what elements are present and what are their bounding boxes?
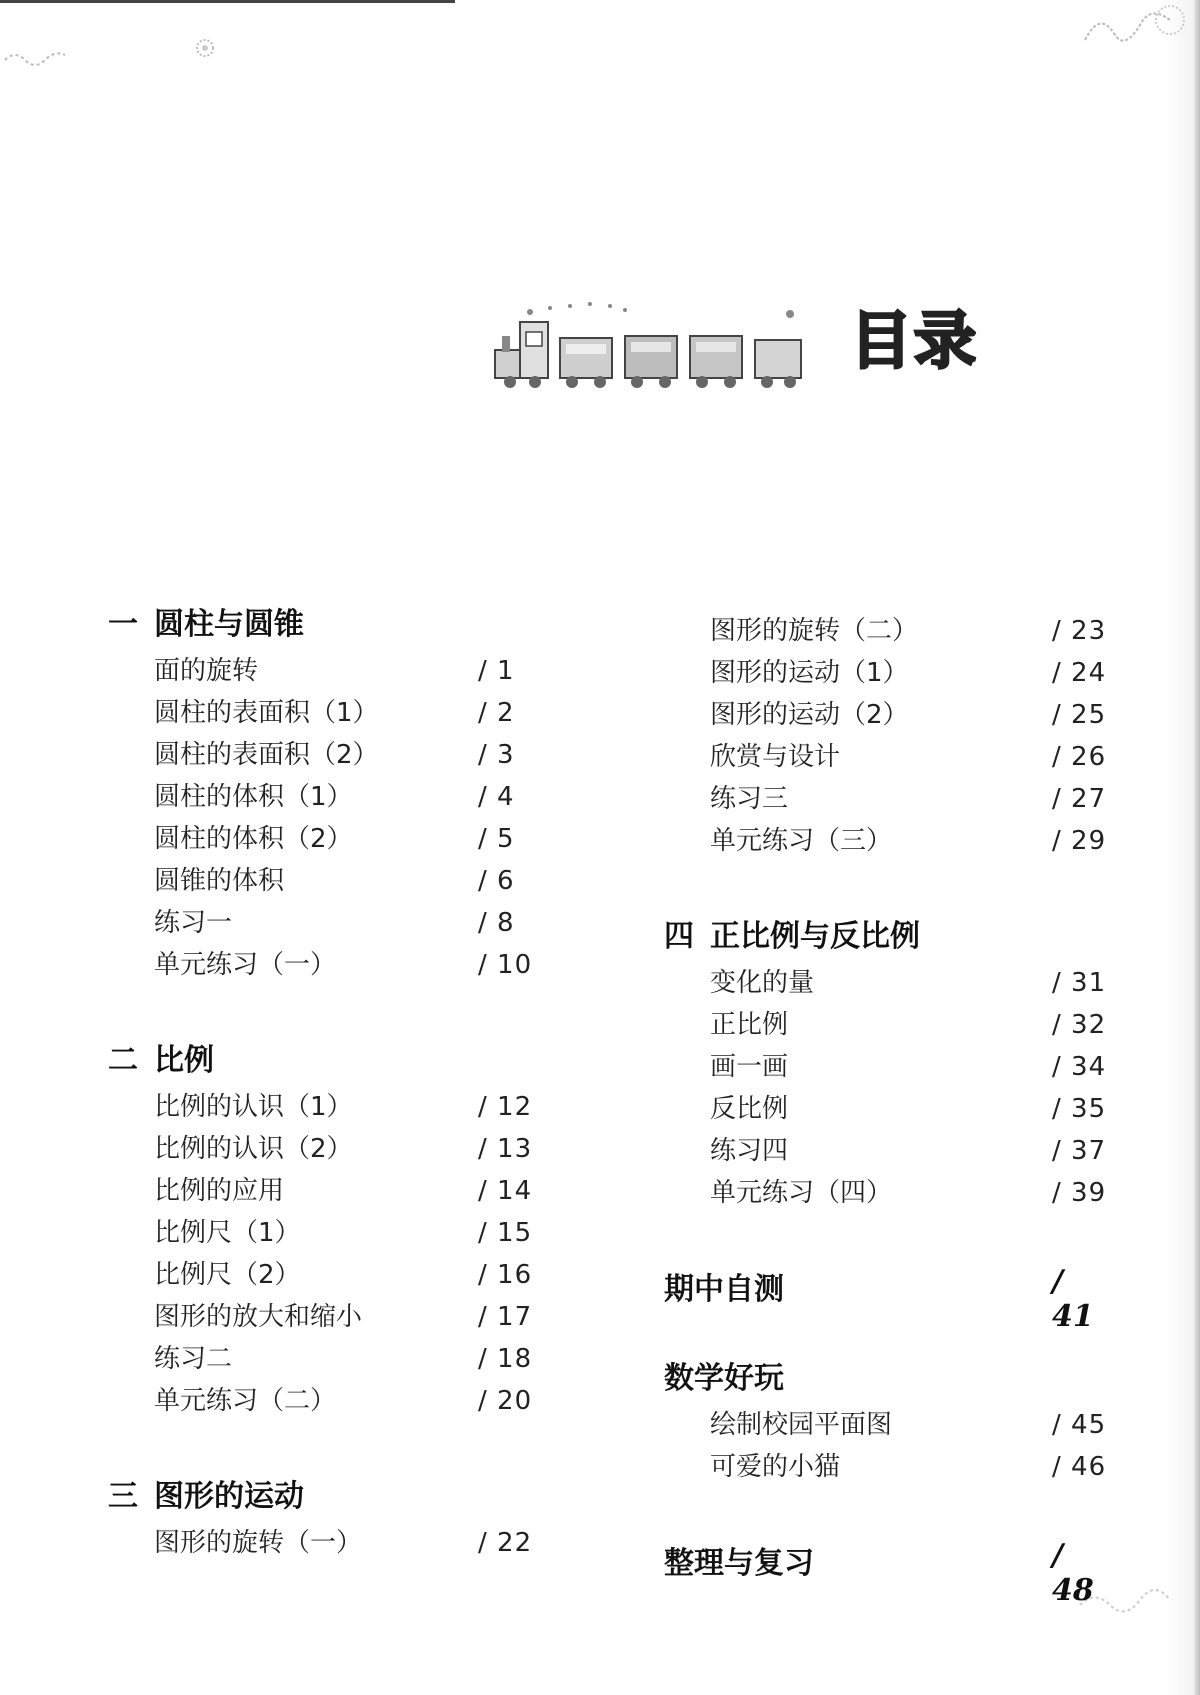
toc-entry bbox=[108, 902, 548, 944]
toc-entry bbox=[108, 692, 548, 734]
toc-left-column bbox=[108, 600, 548, 1564]
toc-entry bbox=[108, 776, 548, 818]
entry-title: 单元练习（三） bbox=[710, 826, 893, 856]
corner-swirl-icon bbox=[1075, 0, 1185, 60]
toc-entry bbox=[108, 1380, 548, 1422]
entry-title: 比例的认识（1） bbox=[154, 1092, 353, 1122]
math-fun-heading bbox=[664, 1354, 1104, 1396]
toc-entry bbox=[108, 1086, 548, 1128]
toc-entry bbox=[108, 1170, 548, 1212]
midterm-title: 期中自测 bbox=[664, 1272, 784, 1307]
entry-title: 图形的放大和缩小 bbox=[154, 1302, 363, 1332]
entry-title: 面的旋转 bbox=[154, 656, 259, 686]
entry-page: / 31 bbox=[1052, 968, 1107, 998]
toc-entry bbox=[108, 1212, 548, 1254]
entry-page: / 46 bbox=[1052, 1452, 1107, 1482]
entry-title: 练习一 bbox=[154, 908, 233, 938]
toc-entry bbox=[664, 820, 1107, 862]
entry-page: / 22 bbox=[478, 1528, 533, 1558]
toc-entry bbox=[108, 1128, 548, 1170]
toc-entry bbox=[108, 734, 548, 776]
entry-page: / 24 bbox=[1052, 658, 1107, 688]
toc-entry bbox=[664, 1046, 1107, 1088]
section-title: 图形的运动 bbox=[154, 1479, 304, 1514]
entry-title: 圆柱的表面积（2） bbox=[154, 740, 379, 770]
entry-title: 比例尺（2） bbox=[154, 1260, 301, 1290]
section-heading bbox=[664, 912, 1104, 954]
toc-entry bbox=[664, 1130, 1107, 1172]
entry-title: 变化的量 bbox=[710, 968, 815, 998]
section-title: 比例 bbox=[154, 1043, 214, 1078]
section-heading bbox=[108, 1036, 548, 1078]
toc-entry bbox=[664, 1088, 1107, 1130]
entry-page: / 5 bbox=[478, 824, 515, 854]
entry-page: / 25 bbox=[1052, 700, 1107, 730]
toc-entry bbox=[108, 1522, 548, 1564]
entry-page: / 10 bbox=[478, 950, 533, 980]
entry-title: 圆柱的体积（2） bbox=[154, 824, 353, 854]
entry-page: / 14 bbox=[478, 1176, 533, 1206]
section-title: 圆柱与圆锥 bbox=[154, 607, 304, 642]
entry-title: 练习三 bbox=[710, 784, 789, 814]
toc-entry bbox=[664, 1172, 1107, 1214]
toc-entry bbox=[664, 1004, 1107, 1046]
review-heading bbox=[664, 1538, 1104, 1608]
entry-title: 单元练习（四） bbox=[710, 1178, 893, 1208]
entry-title: 比例的认识（2） bbox=[154, 1134, 353, 1164]
toc-entry bbox=[108, 1338, 548, 1380]
page-edge-shadow bbox=[1194, 0, 1200, 1695]
entry-page: / 6 bbox=[478, 866, 515, 896]
entry-page: / 32 bbox=[1052, 1010, 1107, 1040]
entry-title: 比例尺（1） bbox=[154, 1218, 301, 1248]
entry-page: / 8 bbox=[478, 908, 515, 938]
toc-entry bbox=[108, 650, 548, 692]
section-number: 二 bbox=[108, 1043, 138, 1078]
entry-title: 比例的应用 bbox=[154, 1176, 285, 1206]
title-text: 目录 bbox=[850, 304, 979, 377]
toc-entry bbox=[664, 1446, 1107, 1488]
section-number: 三 bbox=[108, 1479, 138, 1514]
toc-entry bbox=[108, 1254, 548, 1296]
entry-page: / 3 bbox=[478, 740, 515, 770]
entry-page: / 18 bbox=[478, 1344, 533, 1374]
toc-header bbox=[490, 290, 1010, 400]
entry-page: / 29 bbox=[1052, 826, 1107, 856]
entry-title: 图形的旋转（一） bbox=[154, 1528, 363, 1558]
section-heading bbox=[108, 1472, 548, 1514]
entry-title: 可爱的小猫 bbox=[710, 1452, 841, 1482]
toc-entry bbox=[664, 962, 1107, 1004]
toc-entry bbox=[664, 652, 1107, 694]
entry-title: 图形的运动（2） bbox=[710, 700, 909, 730]
section-title: 正比例与反比例 bbox=[710, 919, 920, 954]
section-number: 四 bbox=[664, 919, 694, 954]
entry-page: / 23 bbox=[1052, 616, 1107, 646]
entry-title: 单元练习（二） bbox=[154, 1386, 337, 1416]
entry-page: / 4 bbox=[478, 782, 515, 812]
entry-page: / 26 bbox=[1052, 742, 1107, 772]
entry-page: / 12 bbox=[478, 1092, 533, 1122]
entry-title: 圆柱的表面积（1） bbox=[154, 698, 379, 728]
entry-page: / 39 bbox=[1052, 1178, 1107, 1208]
toc-entry bbox=[664, 736, 1107, 778]
math-fun-title: 数学好玩 bbox=[664, 1361, 784, 1396]
entry-title: 欣赏与设计 bbox=[710, 742, 841, 772]
toc-entry bbox=[108, 818, 548, 860]
review-page: / 48 bbox=[1052, 1538, 1094, 1608]
top-rule bbox=[0, 0, 455, 3]
toc-entry bbox=[664, 778, 1107, 820]
entry-title: 图形的运动（1） bbox=[710, 658, 909, 688]
entry-title: 单元练习（一） bbox=[154, 950, 337, 980]
entry-page: / 35 bbox=[1052, 1094, 1107, 1124]
entry-page: / 17 bbox=[478, 1302, 533, 1332]
toc-entry bbox=[664, 694, 1107, 736]
entry-page: / 45 bbox=[1052, 1410, 1107, 1440]
entry-page: / 1 bbox=[478, 656, 515, 686]
toc-entry bbox=[108, 1296, 548, 1338]
toc-right-column bbox=[664, 610, 1107, 1608]
entry-page: / 13 bbox=[478, 1134, 533, 1164]
entry-page: / 20 bbox=[478, 1386, 533, 1416]
flower-icon bbox=[185, 28, 225, 68]
toc-entry bbox=[664, 610, 1107, 652]
entry-title: 圆锥的体积 bbox=[154, 866, 285, 896]
train-icon bbox=[490, 300, 820, 390]
entry-title: 反比例 bbox=[710, 1094, 789, 1124]
entry-page: / 2 bbox=[478, 698, 515, 728]
toc-entry bbox=[108, 944, 548, 986]
review-title: 整理与复习 bbox=[664, 1546, 814, 1581]
entry-title: 圆柱的体积（1） bbox=[154, 782, 353, 812]
toc-entry bbox=[664, 1404, 1107, 1446]
section-heading bbox=[108, 600, 548, 642]
entry-title: 绘制校园平面图 bbox=[710, 1410, 893, 1440]
entry-title: 练习四 bbox=[710, 1136, 789, 1166]
entry-page: / 15 bbox=[478, 1218, 533, 1248]
toc-entry bbox=[108, 860, 548, 902]
entry-title: 图形的旋转（二） bbox=[710, 616, 919, 646]
midterm-heading bbox=[664, 1264, 1104, 1334]
midterm-page: / 41 bbox=[1052, 1264, 1094, 1334]
page-title bbox=[850, 304, 979, 377]
entry-title: 正比例 bbox=[710, 1010, 789, 1040]
entry-page: / 34 bbox=[1052, 1052, 1107, 1082]
section-number: 一 bbox=[108, 607, 138, 642]
corner-doodle-icon bbox=[0, 20, 70, 80]
entry-page: / 37 bbox=[1052, 1136, 1107, 1166]
entry-page: / 16 bbox=[478, 1260, 533, 1290]
entry-title: 练习二 bbox=[154, 1344, 233, 1374]
entry-page: / 27 bbox=[1052, 784, 1107, 814]
entry-title: 画一画 bbox=[710, 1052, 789, 1082]
